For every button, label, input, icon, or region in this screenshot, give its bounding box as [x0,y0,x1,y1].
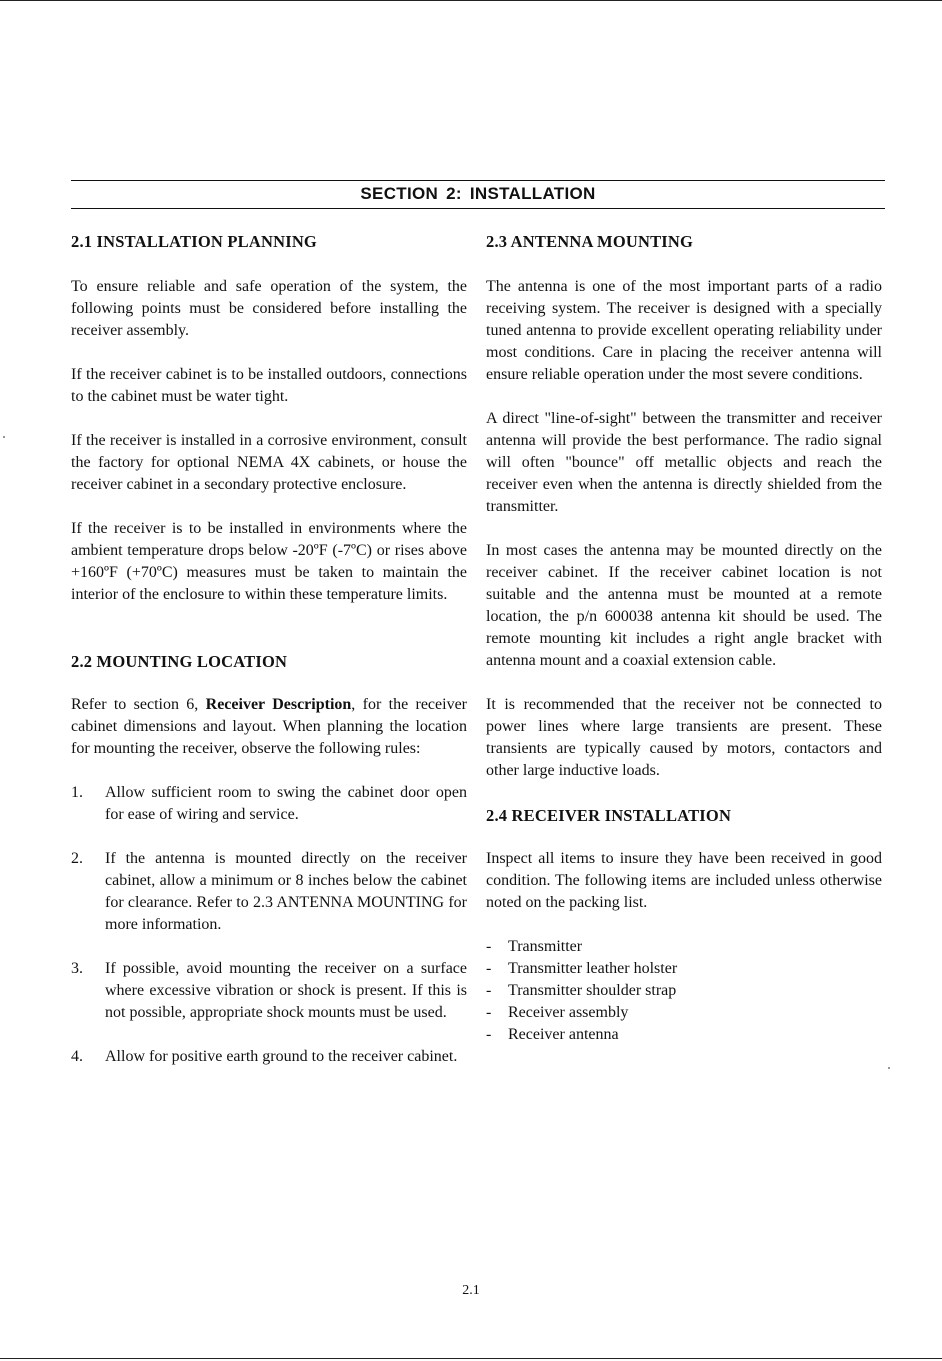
left-column [71,230,467,1068]
paragraph-outdoors: If the receiver cabinet is to be installed outdoors, connections to the cabinet must be water tight. [71,366,467,405]
receiver-description-reference: Receiver Description [205,696,352,713]
mounting-rules-list [71,782,467,1068]
list-item [71,958,467,1024]
page-bottom-border [0,1358,942,1359]
paragraph-planning-intro: To ensure reliable and safe operation of the system, the following points must be considered before installing the receiver assembly. [71,278,467,339]
list-dash: - [486,960,492,977]
list-item-number: 3. [71,960,83,977]
list-item-text: Receiver antenna [508,1026,619,1043]
list-item-text: Transmitter shoulder strap [508,982,677,999]
paragraph-line-of-sight: A direct "line-of-sight" between the transmitter and receiver antenna will provide the best performance. The radio signal will often "bounce" off metallic objects and reach the receiver even when the antenna is directly shielded from the transmitter. [486,410,882,515]
right-column [486,230,882,1046]
list-item [486,980,882,1002]
list-item-text: Receiver assembly [508,1004,629,1021]
list-item-text: Allow for positive earth ground to the receiver cabinet. [105,1048,458,1065]
list-item-text: If the antenna is mounted directly on the receiver cabinet, allow a minimum or 8 inches below the cabinet for clearance. Refer to 2.3 ANTENNA MOUNTING for more information. [105,850,467,933]
list-item-text: Allow sufficient room to swing the cabinet door open for ease of wiring and service. [105,784,467,823]
paragraph-antenna-kit: In most cases the antenna may be mounted directly on the receiver cabinet. If the receiver cabinet location is not suitable and the antenna must be mounted at a remote location, the p/n 600038 antenna kit should be used. The remote mounting kit includes a right angle bracket with antenna mount and a coaxial extension cable. [486,542,882,669]
list-item [486,936,882,958]
section-title: SECTION 2: INSTALLATION [360,184,596,203]
list-item [486,1002,882,1024]
heading-mounting-location: 2.2 MOUNTING LOCATION [71,652,288,671]
list-item-number: 1. [71,784,83,801]
intro-text-after: , for the receiver cabinet dimensions and layout. When planning the location for mounting the receiver, observe the following rules: [71,696,468,757]
list-item-text: Transmitter [508,938,583,955]
heading-antenna-mounting: 2.3 ANTENNA MOUNTING [486,232,694,251]
list-item-number: 2. [71,850,83,867]
list-item-text: Transmitter leather holster [508,960,678,977]
page-number: 2.1 [462,1283,480,1298]
page-top-border [0,0,942,1]
list-dash: - [486,1026,492,1043]
section-rule-top [71,180,885,181]
scan-speck [3,436,5,438]
list-dash: - [486,982,492,999]
list-item-text: If possible, avoid mounting the receiver on a surface where excessive vibration or shock is present. If this is not possible, appropriate shock mounts must be used. [105,960,467,1021]
list-item-number: 4. [71,1048,83,1065]
list-item [71,782,467,826]
heading-receiver-installation: 2.4 RECEIVER INSTALLATION [486,806,732,825]
heading-installation-planning: 2.1 INSTALLATION PLANNING [71,232,317,251]
paragraph-power-lines: It is recommended that the receiver not be connected to power lines where large transients are present. These transients are typically caused by motors, contactors and other large inductive loads. [486,696,882,779]
list-dash: - [486,938,492,955]
paragraph-inspect-items: Inspect all items to insure they have been received in good condition. The following items are included unless otherwise noted on the packing list. [486,850,882,911]
list-item [486,1024,882,1046]
included-items-list [486,936,882,1046]
section-rule-bottom [71,208,885,209]
paragraph-corrosive: If the receiver is installed in a corrosive environment, consult the factory for optional NEMA 4X cabinets, or house the receiver cabinet in a secondary protective enclosure. [71,432,467,493]
list-item [486,958,882,980]
paragraph-mounting-intro [71,694,467,760]
list-item [71,1046,467,1068]
paragraph-temperature: If the receiver is to be installed in environments where the ambient temperature drops below -20ºF (-7ºC) or rises above +160ºF (+70ºC) measures must be taken to maintain the interior of the enclosure to within these temperature limits. [71,520,467,603]
list-item [71,848,467,936]
list-dash: - [486,1004,492,1021]
paragraph-antenna-importance: The antenna is one of the most important parts of a radio receiving system. The receiver is designed with a specially tuned antenna to provide excellent operating reliability under most conditions. Care in placing the receiver antenna will ensure reliable operation under the most severe conditions. [486,278,882,383]
intro-text-before: Refer to section 6, [71,696,199,713]
scan-speck [888,1067,890,1069]
